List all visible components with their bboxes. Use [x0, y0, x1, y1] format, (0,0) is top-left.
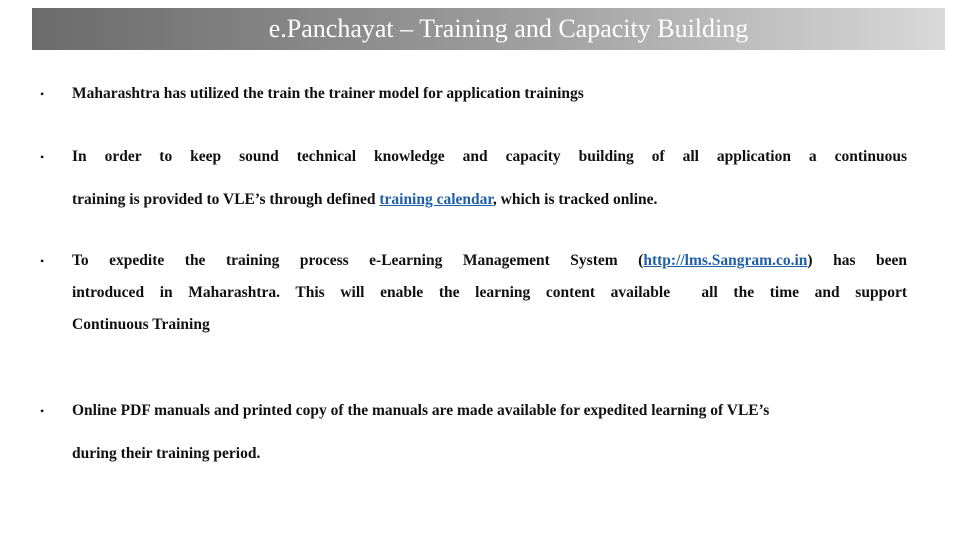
bullet-3-line-3: Continuous Training	[72, 316, 210, 333]
bullet-2-line-2	[72, 192, 657, 208]
bullet-1-line-1: Maharashtra has utilized the train the trainer model for application trainings	[72, 85, 584, 102]
bullet-3-line-1	[72, 253, 907, 269]
bullet-3-marker: •	[40, 254, 45, 268]
title-bar	[32, 8, 945, 50]
bullet-4-marker: •	[40, 404, 45, 418]
bullet-3-line-1-post: ) has been	[807, 252, 907, 269]
page-title: e.Panchayat – Training and Capacity Building	[268, 14, 749, 43]
training-calendar-link[interactable]: training calendar	[379, 191, 493, 208]
bullet-2-line-1: In order to keep sound technical knowledge and capacity building of all application a continuous	[72, 148, 907, 165]
bullet-3-line-1-pre: To expedite the training process e-Learning Management System (	[72, 252, 644, 269]
bullet-4-line-2: during their training period.	[72, 445, 261, 462]
bullet-4-line-1: Online PDF manuals and printed copy of the manuals are made available for expedited learning of VLE’s	[72, 402, 770, 419]
bullet-2-marker: •	[40, 150, 45, 164]
bullet-1-marker: •	[40, 87, 45, 101]
bullet-3-line-2: introduced in Maharashtra. This will enable the learning content available all the time and support	[72, 284, 907, 301]
lms-link[interactable]: http://lms.Sangram.co.in	[643, 252, 808, 269]
bullet-2-line-2-pre: training is provided to VLE’s through defined	[72, 191, 380, 208]
bullet-2-line-2-post: , which is tracked online.	[492, 191, 658, 208]
